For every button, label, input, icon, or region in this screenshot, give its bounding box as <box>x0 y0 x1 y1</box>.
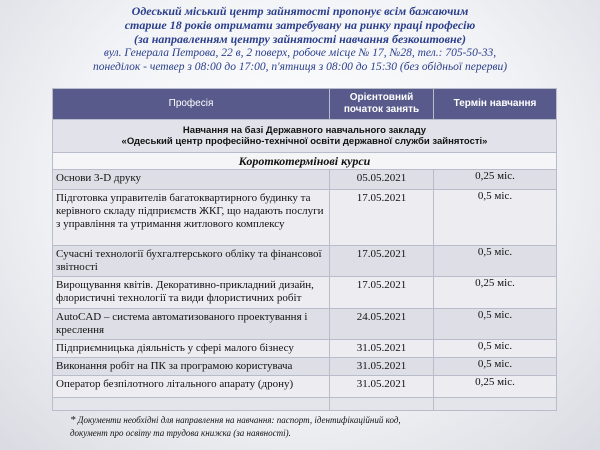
row-profession: Основи 3-D друку <box>53 170 330 190</box>
courses-table <box>52 88 557 411</box>
table-header-row <box>53 89 557 120</box>
table-row <box>53 309 557 340</box>
table-row <box>53 190 557 246</box>
header-address: вул. Генерала Петрова, 22 в, 2 поверх, робоче місце № 17, №28, тел.: 705-50-33, <box>103 47 497 59</box>
header-block <box>60 4 540 74</box>
row-start-date: 24.05.2021 <box>330 309 434 340</box>
empty-cell <box>434 398 557 411</box>
footer-note <box>70 414 550 440</box>
institution-line-2: «Одеський центр професійно-технічної освіти державної служби зайнятості» <box>121 136 488 147</box>
footer-line-1: Документи необхідні для направлення на навчання: паспорт, ідентифікаційний код, <box>77 415 401 425</box>
table-row <box>53 170 557 190</box>
section-title-row <box>53 153 557 170</box>
row-start-date: 05.05.2021 <box>330 170 434 190</box>
row-start-date: 17.05.2021 <box>330 246 434 277</box>
header-line-1: Одеський міський центр зайнятості пропонує всім бажаючим <box>131 4 469 18</box>
row-start-date: 17.05.2021 <box>330 190 434 246</box>
row-start-date: 31.05.2021 <box>330 376 434 398</box>
row-profession: Вирощування квітів. Декоративно-прикладний дизайн, флористичні технології та види флористичних робіт <box>53 277 330 309</box>
table-row <box>53 246 557 277</box>
row-duration: 0,5 міс. <box>434 358 557 376</box>
row-duration: 0,25 міс. <box>434 376 557 398</box>
row-duration: 0,5 міс. <box>434 246 557 277</box>
row-profession: Підприємницька діяльність у сфері малого бізнесу <box>53 340 330 358</box>
table-row <box>53 358 557 376</box>
institution-row <box>53 120 557 153</box>
row-profession: Виконання робіт на ПК за програмою користувача <box>53 358 330 376</box>
column-header-profession: Професія <box>53 89 330 120</box>
row-start-date: 17.05.2021 <box>330 277 434 309</box>
row-start-date: 31.05.2021 <box>330 340 434 358</box>
institution-line-1: Навчання на базі Державного навчального закладу <box>182 125 427 136</box>
row-profession: Оператор безпілотного літального апарату (дрону) <box>53 376 330 398</box>
footnote-star: * <box>70 414 76 426</box>
section-title: Короткотермінові курси <box>53 153 557 170</box>
empty-cell <box>53 398 330 411</box>
header-line-2: старше 18 років отримати затребувану на ринку праці професію <box>124 18 476 32</box>
row-profession: Підготовка управителів багатоквартирного будинку та керівного складу підприємств ЖКГ, що надають послуги з управління та утримання житлового комплексу <box>53 190 330 246</box>
table-row <box>53 277 557 309</box>
footer-line-2: документ про освіту та трудова книжка (за наявності). <box>70 428 291 438</box>
empty-cell <box>330 398 434 411</box>
row-duration: 0,25 міс. <box>434 277 557 309</box>
row-duration: 0,5 міс. <box>434 190 557 246</box>
row-duration: 0,5 міс. <box>434 340 557 358</box>
row-duration: 0,25 міс. <box>434 170 557 190</box>
table-row <box>53 340 557 358</box>
row-duration: 0,5 міс. <box>434 309 557 340</box>
row-profession: AutoCAD – система автоматизованого проектування і креслення <box>53 309 330 340</box>
row-start-date: 31.05.2021 <box>330 358 434 376</box>
column-header-start: Орієнтовний початок занять <box>330 89 434 120</box>
table-row <box>53 376 557 398</box>
row-profession: Сучасні технології бухгалтерського обліку та фінансової звітності <box>53 246 330 277</box>
institution-cell <box>53 120 557 153</box>
header-hours: понеділок - четвер з 08:00 до 17:00, п'ятниця з 08:00 до 15:30 (без обідньої перерви) <box>92 61 508 73</box>
header-line-3: (за направленням центру зайнятості навчання безкоштовне) <box>134 32 466 46</box>
column-header-duration: Термін навчання <box>434 89 557 120</box>
empty-row <box>53 398 557 411</box>
